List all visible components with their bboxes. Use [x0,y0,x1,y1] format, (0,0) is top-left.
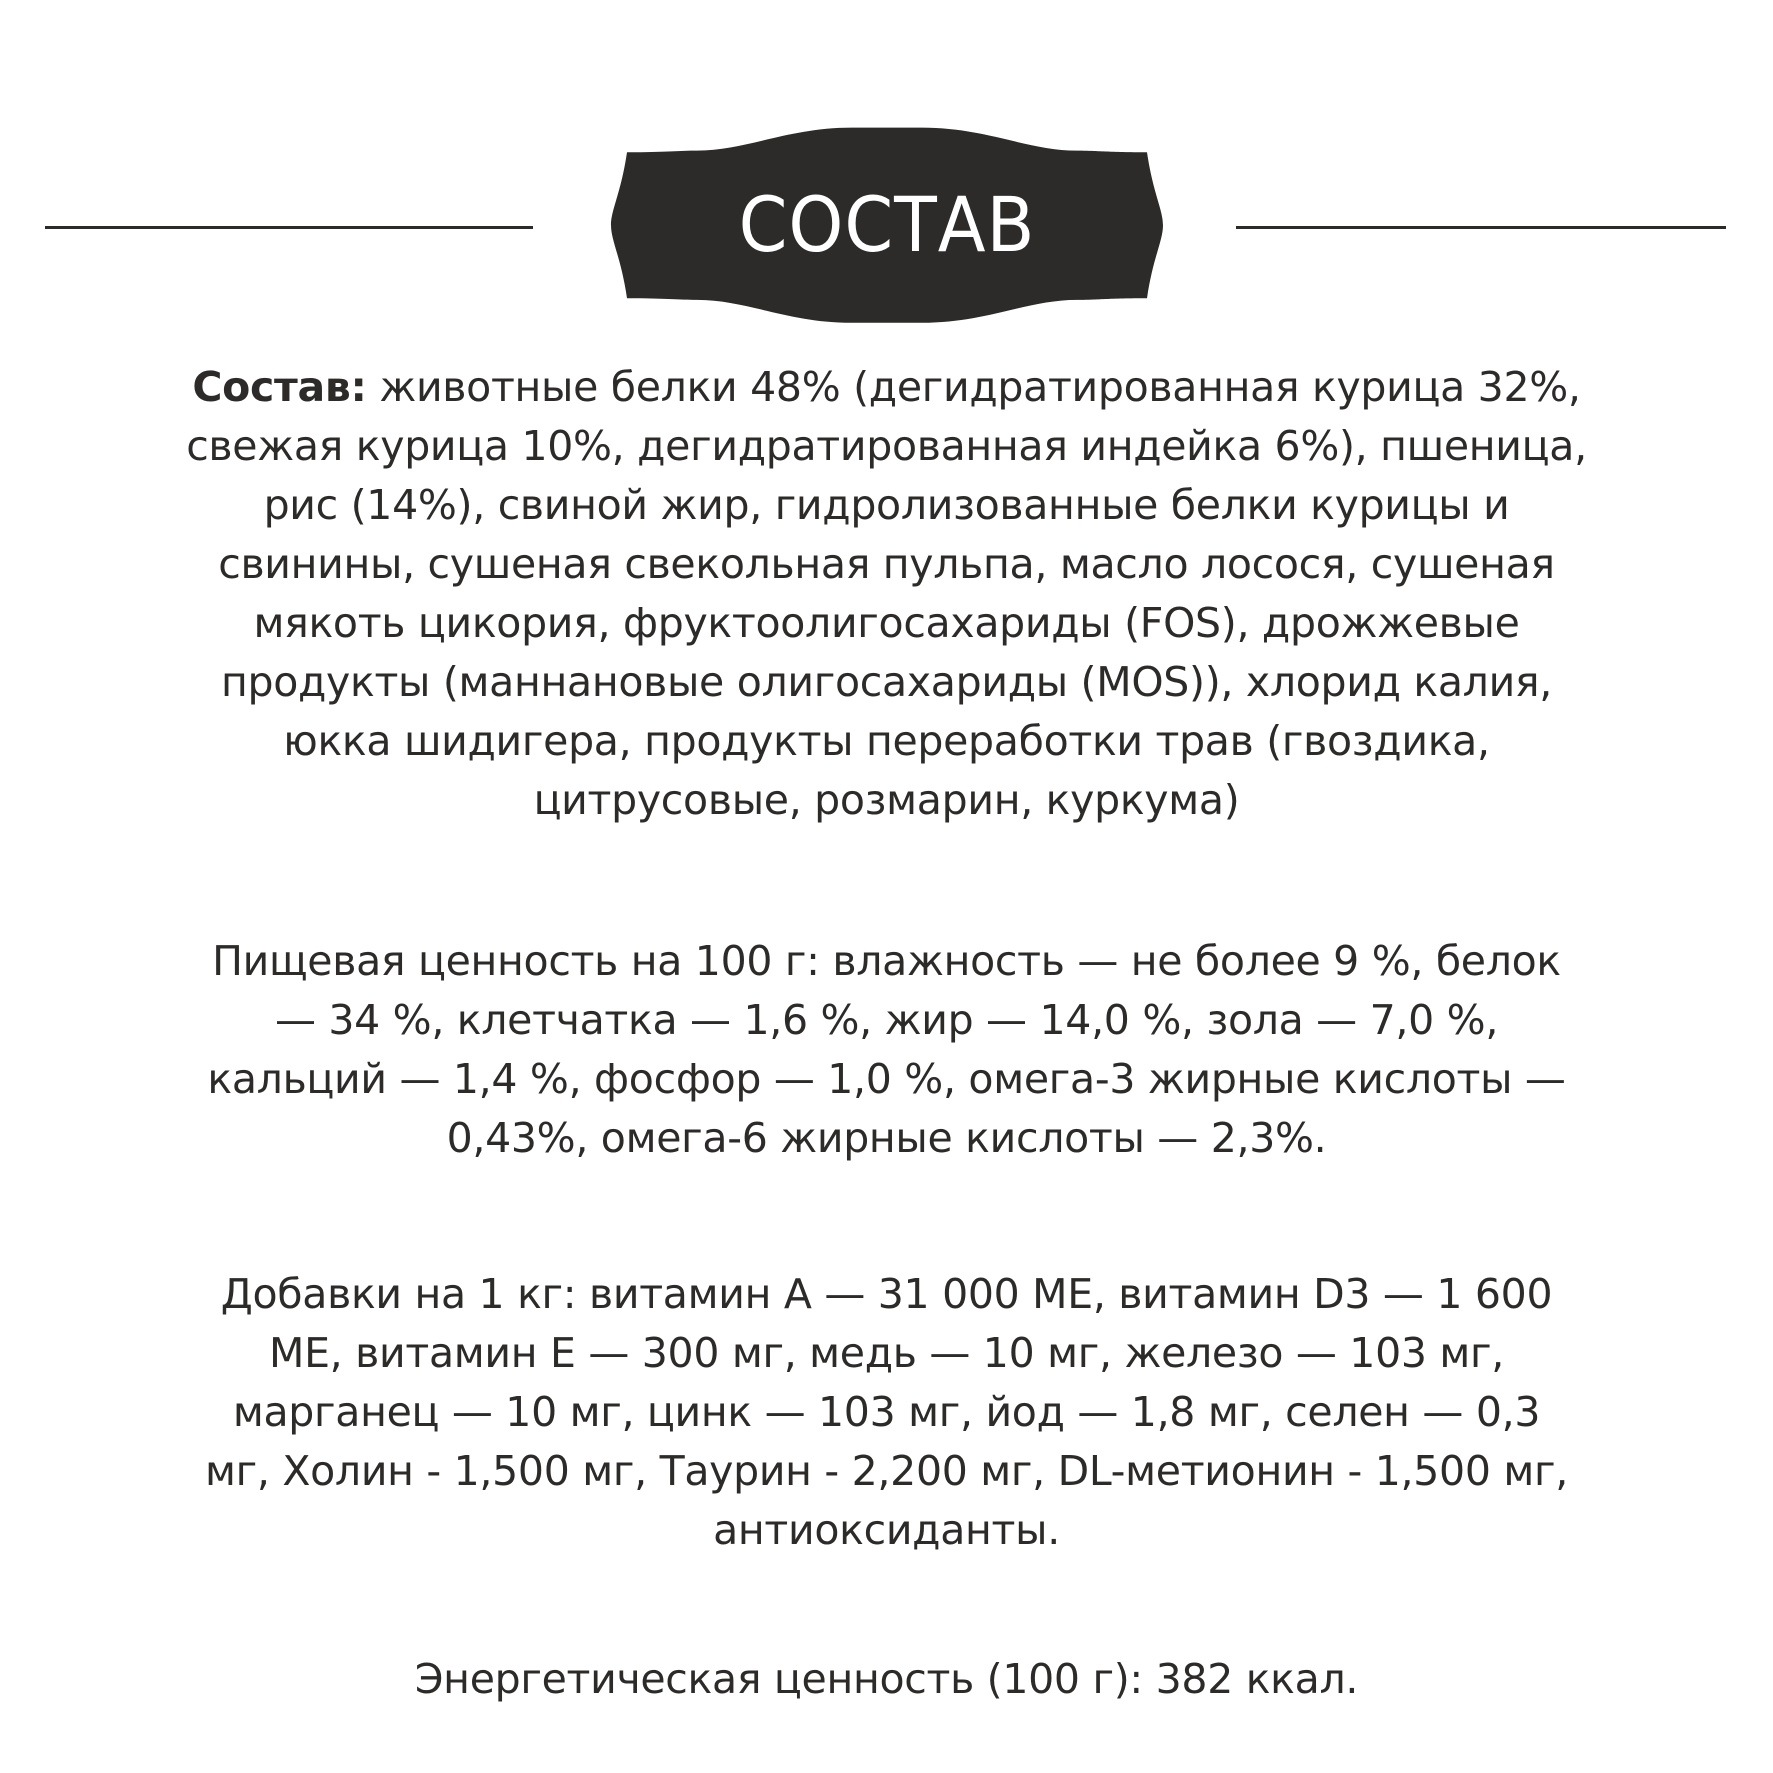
composition-section [60,358,1713,830]
nutrition-line: кальций — 1,4 %, фосфор — 1,0 %, омега-3 жирные кислоты — [207,1055,1566,1103]
composition-line: свинины, сушеная свекольная пульпа, масло лосося, сушеная [218,540,1555,588]
title-badge [597,126,1177,324]
additives-line: марганец — 10 мг, цинк — 103 мг, йод — 1,8 мг, селен — 0,3 [232,1388,1541,1436]
energy-value: Энергетическая ценность (100 г): 382 ккал. [414,1655,1359,1703]
composition-line: рис (14%), свиной жир, гидролизованные белки курицы и [263,481,1510,529]
nutrition-line: 0,43%, омега-6 жирные кислоты — 2,3%. [446,1114,1327,1162]
page-title: СОСТАВ [738,180,1036,269]
nutrition-line: Пищевая ценность на 100 г: влажность — не более 9 %, белок [212,937,1561,985]
composition-line: Состав: животные белки 48% (дегидратированная курица 32%, [192,363,1581,411]
header-rule-left [45,226,533,229]
composition-line: продукты (маннановые олигосахариды (MOS)), хлорид калия, [220,658,1553,706]
nutrition-section [60,932,1713,1168]
additives-section [60,1265,1713,1560]
composition-line: цитрусовые, розмарин, куркума) [533,776,1240,824]
composition-line: свежая курица 10%, дегидратированная индейка 6%), пшеница, [186,422,1587,470]
additives-line: МЕ, витамин E — 300 мг, медь — 10 мг, железо — 103 мг, [269,1329,1504,1377]
header-rule-right [1236,226,1726,229]
composition-line: мякоть цикория, фруктоолигосахариды (FOS), дрожжевые [253,599,1520,647]
additives-line: мг, Холин - 1,500 мг, Таурин - 2,200 мг, DL-метионин - 1,500 мг, [205,1447,1568,1495]
additives-line: антиоксиданты. [713,1506,1060,1554]
nutrition-line: — 34 %, клетчатка — 1,6 %, жир — 14,0 %, зола — 7,0 %, [274,996,1499,1044]
composition-label: Состав: [192,363,367,411]
composition-line: юкка шидигера, продукты переработки трав (гвоздика, [283,717,1490,765]
energy-section [60,1650,1713,1709]
additives-line: Добавки на 1 кг: витамин A — 31 000 МЕ, витамин D3 — 1 600 [220,1270,1553,1318]
